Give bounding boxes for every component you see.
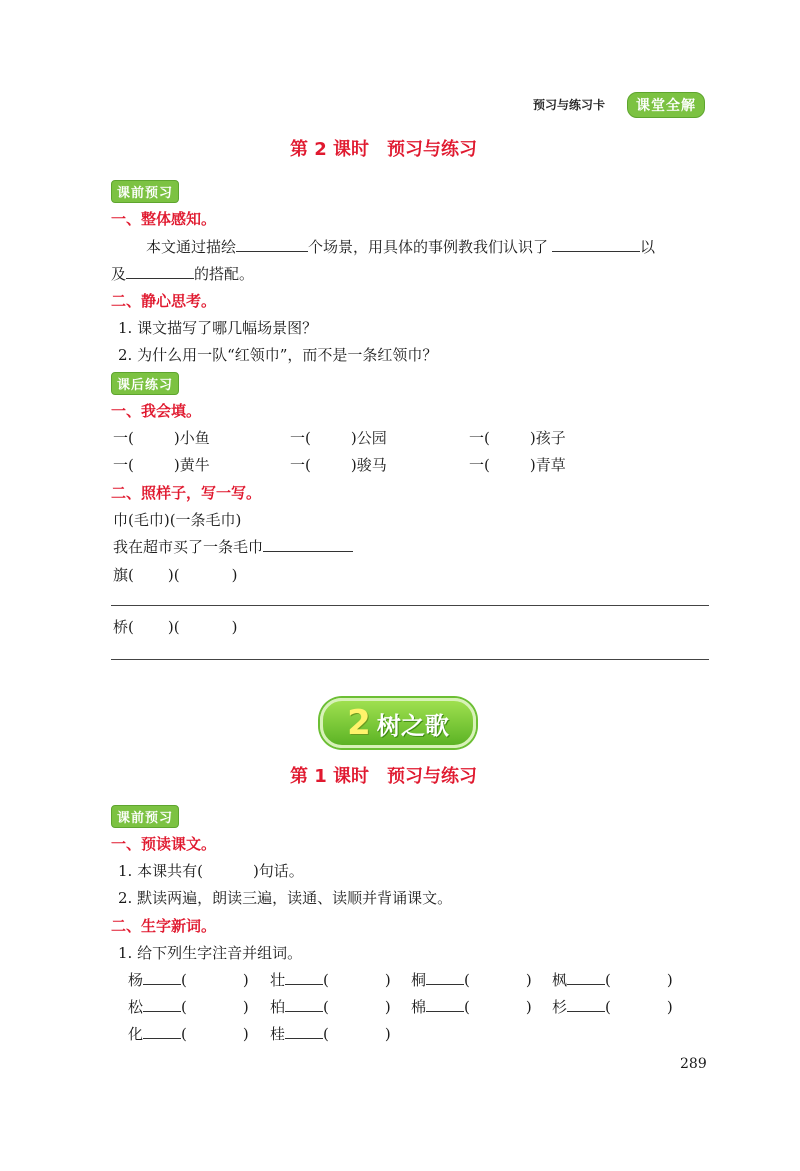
paren-open: ( — [181, 998, 187, 1016]
section-heading: 二、生字新词。 — [111, 917, 217, 935]
measure-word-item — [469, 427, 566, 448]
section-tag-preview: 课前预习 — [111, 805, 179, 828]
char: 杉 — [552, 998, 568, 1016]
answer-blank[interactable] — [552, 237, 640, 252]
section-tag-preview: 课前预习 — [111, 180, 179, 203]
section-heading: 一、整体感知。 — [111, 210, 217, 228]
pinyin-blank[interactable] — [143, 1024, 181, 1039]
paren-open: ( — [605, 998, 611, 1016]
measure-word-item — [469, 454, 566, 475]
section-heading: 二、照样子，写一写。 — [111, 484, 262, 502]
char: 壮 — [270, 971, 286, 989]
measure-word-item — [113, 427, 210, 448]
paren-close: ) — [384, 971, 391, 989]
example-sentence-text: 我在超市买了一条毛巾 — [113, 538, 264, 556]
paren-open: ( — [464, 971, 470, 989]
example-sentence — [113, 536, 353, 557]
paren-mid: )( — [167, 618, 180, 636]
example-line: 巾(毛巾)(一条毛巾) — [113, 511, 242, 529]
paren-close: ) — [525, 971, 532, 989]
answer-line[interactable] — [111, 659, 709, 660]
lesson-title: 第 2 课时 预习与练习 — [290, 139, 478, 160]
item-word: 孩子 — [535, 429, 566, 447]
char: 杨 — [128, 971, 144, 989]
section-heading: 二、静心思考。 — [111, 292, 217, 310]
item-close: ) — [173, 456, 180, 474]
char-practice-item — [113, 564, 237, 585]
question: 2. 为什么用一队“红领巾”，而不是一条红领巾？ — [118, 346, 438, 364]
paren-close: ) — [666, 971, 673, 989]
pinyin-blank[interactable] — [285, 1024, 323, 1039]
paren-close: ) — [384, 998, 391, 1016]
paren-open: ( — [323, 998, 329, 1016]
pinyin-blank[interactable] — [143, 997, 181, 1012]
paren-open: ( — [323, 971, 329, 989]
item-word: 小鱼 — [179, 429, 210, 447]
chapter-number: 2 — [347, 703, 371, 743]
lesson-title: 第 1 课时 预习与练习 — [290, 766, 478, 787]
paren-close: ) — [525, 998, 532, 1016]
question: 2. 默读两遍，朗读三遍，读通、读顺并背诵课文。 — [118, 889, 453, 907]
paren-open: ( — [323, 1025, 329, 1043]
pinyin-blank[interactable] — [567, 997, 605, 1012]
measure-word-item — [113, 454, 210, 475]
char-item — [552, 996, 673, 1017]
char-item — [270, 969, 391, 990]
paren-close: ) — [242, 1025, 249, 1043]
item-prefix: 一( — [113, 456, 134, 474]
char-item — [411, 996, 532, 1017]
item-close: ) — [173, 429, 180, 447]
char: 柏 — [270, 998, 286, 1016]
char-item — [128, 969, 249, 990]
char-item — [411, 969, 532, 990]
pinyin-blank[interactable] — [426, 970, 464, 985]
question: 1. 课文描写了哪几幅场景图？ — [118, 319, 318, 337]
question-text: 1. 本课共有( — [118, 862, 203, 880]
chapter-title: 树之歌 — [376, 711, 449, 740]
paren-close: ) — [384, 1025, 391, 1043]
item-word: 公园 — [356, 429, 387, 447]
item-close: ) — [529, 456, 536, 474]
question: 1. 给下列生字注音并组词。 — [118, 944, 303, 962]
measure-word-item — [290, 454, 387, 475]
paren-open: ( — [464, 998, 470, 1016]
page-number: 289 — [680, 1056, 707, 1072]
item-prefix: 一( — [290, 429, 311, 447]
question — [118, 860, 304, 881]
answer-blank[interactable] — [236, 237, 308, 252]
item-word: 青草 — [535, 456, 566, 474]
item-close: ) — [529, 429, 536, 447]
sentence-text: 本文通过描绘 — [146, 238, 237, 256]
char: 松 — [128, 998, 144, 1016]
running-header-label: 预习与练习卡 — [533, 98, 606, 112]
sentence-text: 的搭配。 — [194, 265, 255, 283]
char: 桂 — [270, 1025, 286, 1043]
item-close: ) — [350, 456, 357, 474]
answer-line[interactable] — [111, 605, 709, 606]
section-tag-practice: 课后练习 — [111, 372, 179, 395]
paren-open: ( — [181, 1025, 187, 1043]
pinyin-blank[interactable] — [285, 970, 323, 985]
item-word: 黄牛 — [179, 456, 210, 474]
item-prefix: 一( — [113, 429, 134, 447]
measure-word-item — [290, 427, 387, 448]
item-close: ) — [350, 429, 357, 447]
item-prefix: 一( — [290, 456, 311, 474]
paren-close: ) — [242, 998, 249, 1016]
section-heading: 一、我会填。 — [111, 402, 202, 420]
running-header-badge: 课堂全解 — [627, 92, 705, 118]
paren-mid: )( — [167, 566, 180, 584]
pinyin-blank[interactable] — [285, 997, 323, 1012]
paren-end: ) — [231, 566, 238, 584]
char-item — [128, 996, 249, 1017]
paren-end: ) — [231, 618, 238, 636]
paren-close: ) — [666, 998, 673, 1016]
char-prefix: 桥( — [113, 618, 134, 636]
sentence-text: 以 — [640, 238, 656, 256]
example-underline — [263, 537, 353, 552]
answer-blank[interactable] — [126, 264, 194, 279]
char: 枫 — [552, 971, 568, 989]
paren-open: ( — [605, 971, 611, 989]
section-heading: 一、预读课文。 — [111, 835, 217, 853]
char-prefix: 旗( — [113, 566, 134, 584]
char-item — [270, 996, 391, 1017]
paren-close: ) — [242, 971, 249, 989]
item-prefix: 一( — [469, 429, 490, 447]
question-text: )句话。 — [252, 862, 304, 880]
fill-in-sentence — [146, 236, 655, 257]
sentence-text: 个场景，用具体的事例教我们认识了 — [308, 238, 549, 256]
char: 桐 — [411, 971, 427, 989]
fill-in-sentence — [111, 263, 254, 284]
char: 化 — [128, 1025, 144, 1043]
item-prefix: 一( — [469, 456, 490, 474]
chapter-banner — [320, 698, 476, 748]
char: 棉 — [411, 998, 427, 1016]
paren-open: ( — [181, 971, 187, 989]
char-item — [270, 1023, 391, 1044]
char-item — [552, 969, 673, 990]
pinyin-blank[interactable] — [567, 970, 605, 985]
item-word: 骏马 — [356, 456, 387, 474]
char-item — [128, 1023, 249, 1044]
pinyin-blank[interactable] — [143, 970, 181, 985]
pinyin-blank[interactable] — [426, 997, 464, 1012]
sentence-text: 及 — [111, 265, 127, 283]
char-practice-item — [113, 616, 237, 637]
